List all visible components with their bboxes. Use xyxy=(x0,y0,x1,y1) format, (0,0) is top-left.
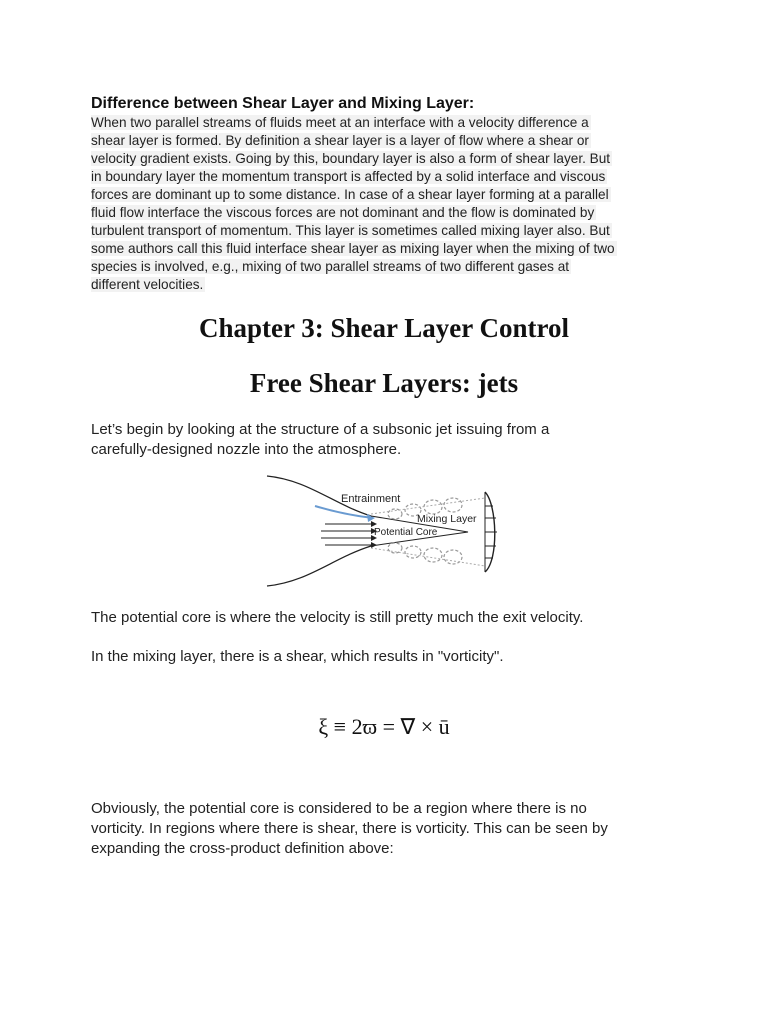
intro-line: velocity gradient exists. Going by this, boundary layer is also a form of shear layer. But xyxy=(91,151,611,166)
mixing-layer-edge xyxy=(371,548,485,566)
intro-line: turbulent transport of momentum. This layer is sometimes called mixing layer also. But xyxy=(91,223,610,238)
intro-line: fluid flow interface the viscous forces are not dominant and the flow is dominated by xyxy=(91,205,595,220)
velocity-profile-arrows xyxy=(485,506,497,558)
intro-line: in boundary layer the momentum transport is affected by a solid interface and viscous xyxy=(91,169,606,184)
jet-diagram xyxy=(263,474,503,590)
jet-structure-figure xyxy=(263,474,503,590)
intro-line: When two parallel streams of fluids meet at an interface with a velocity difference a xyxy=(91,115,589,130)
paragraph-mixing-layer: In the mixing layer, there is a shear, which results in "vorticity". xyxy=(91,648,504,665)
chapter-subtitle: Free Shear Layers: jets xyxy=(249,368,519,398)
intro-line: different velocities. xyxy=(91,277,204,292)
label-potential-core: Potential Core xyxy=(374,527,438,538)
intro-line: forces are dominant up to some distance. In case of a shear layer forming at a parallel xyxy=(91,187,609,202)
paragraph-begin: Let’s begin by looking at the structure of a subsonic jet issuing from a carefully-designed nozzle into the atmosphere. xyxy=(91,421,550,458)
intro-line: some authors call this fluid interface shear layer as mixing layer when the mixing of two xyxy=(91,241,615,256)
label-mixing-layer: Mixing Layer xyxy=(417,513,477,525)
chapter-title: Chapter 3: Shear Layer Control xyxy=(199,313,569,343)
label-entrainment: Entrainment xyxy=(341,493,401,505)
paragraph-potential-core: The potential core is where the velocity is still pretty much the exit velocity. xyxy=(91,609,584,626)
vorticity-equation: ξ ≡ 2ϖ = ∇ × ū xyxy=(318,714,450,739)
entrainment-arrowhead xyxy=(367,514,375,522)
entrainment-arrow xyxy=(315,506,373,518)
intro-paragraph xyxy=(91,114,681,294)
nozzle-lower-wall xyxy=(267,546,371,586)
section-heading: Difference between Shear Layer and Mixing Layer: xyxy=(91,95,475,112)
intro-line: shear layer is formed. By definition a shear layer is a layer of flow where a shear or xyxy=(91,133,589,148)
intro-line: species is involved, e.g., mixing of two parallel streams of two different gases at xyxy=(91,259,570,274)
paragraph-vorticity: Obviously, the potential core is considered to be a region where there is no vorticity. In regions where there is shear, there is vorticity. This can be seen by expanding the cross-product definition above: xyxy=(91,800,608,857)
